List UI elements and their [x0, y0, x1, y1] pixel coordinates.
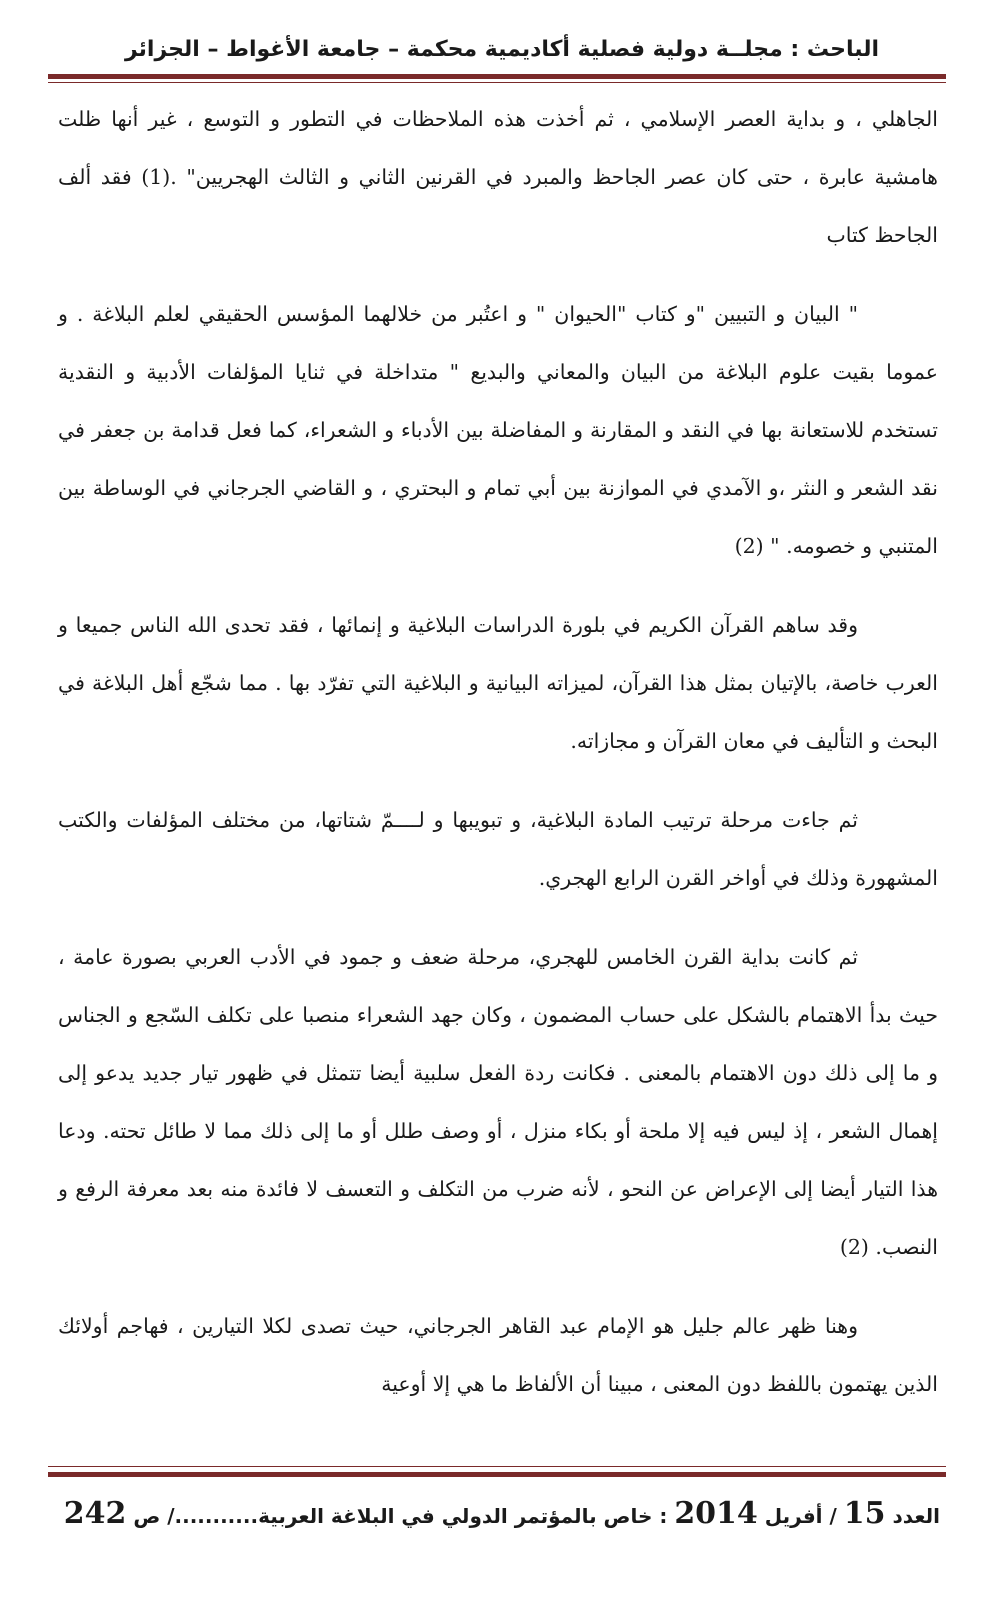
conference-title: : خاص بالمؤتمر الدولي في البلاغة العربية.........../ ص: [133, 1504, 668, 1528]
paragraph-2: " البيان و التبيين "و كتاب "الحيوان " و اعتُبر من خلالهما المؤسس الحقيقي لعلم البلاغة . و عموما بقيت علوم البلاغة من البيان والمعاني والبديع " متداخلة في ثنايا المؤلفات الأدبية و النقدية تستخدم للاستعانة بها في النقد و المقارنة و المفاضلة بين الأدباء و الشعراء، كما فعل قدامة بن جعفر في نقد الشعر و النثر ،و الآمدي في الموازنة بين أبي تمام و البحتري ، و القاضي الجرجاني في الوساطة بين المتنبي و خصومه. " (2): [58, 302, 938, 558]
page-number: 242: [63, 1496, 127, 1531]
header-rule-thin: [48, 82, 946, 83]
paragraph-3: وقد ساهم القرآن الكريم في بلورة الدراسات البلاغية و إنمائها ، فقد تحدى الله الناس جميعا و العرب خاصة، بالإتيان بمثل هذا القرآن، لميزاته البيانية و البلاغية التي تفرّد بها . مما شجّع أهل البلاغة في البحث و التأليف في معان القرآن و مجازاته.: [58, 613, 938, 753]
footer-rule-thick: [48, 1472, 946, 1477]
issue-month: أفريل: [764, 1504, 823, 1528]
article-body: [58, 90, 938, 1434]
issue-label: العدد: [892, 1504, 940, 1528]
header-rule-thick: [48, 74, 946, 79]
issue-year: 2014: [674, 1496, 758, 1531]
journal-header: الباحث : مجلــة دولية فصلية أكاديمية محكمة – جامعة الأغواط – الجزائر: [124, 37, 880, 62]
page-footer: [60, 1492, 940, 1538]
paragraph-5: ثم كانت بداية القرن الخامس للهجري، مرحلة ضعف و جمود في الأدب العربي بصورة عامة ، حيث بدأ الاهتمام بالشكل على حساب المضمون ، وكان جهد الشعراء منصبا على تكلف السّجع و الجناس و ما إلى ذلك دون الاهتمام بالمعنى . فكانت ردة الفعل سلبية أيضا تتمثل في ظهور تيار جديد يدعو إلى إهمال الشعر ، إذ ليس فيه إلا ملحة أو بكاء منزل ، أو وصف طلل أو ما إلى ذلك مما لا طائل تحته. ودعا هذا التيار أيضا إلى الإعراض عن النحو ، لأنه ضرب من التكلف و التعسف لا فائدة منه بعد معرفة الرفع و النصب. (2): [58, 945, 938, 1259]
paragraph-1: الجاهلي ، و بداية العصر الإسلامي ، ثم أخذت هذه الملاحظات في التطور و التوسع ، غير أنها ظلت هامشية عابرة ، حتى كان عصر الجاحظ والمبرد في القرنين الثاني و الثالث الهجريين" .(1) فقد ألف الجاحظ كتاب: [58, 107, 938, 247]
footer-separator: /: [829, 1504, 837, 1528]
paragraph-6: وهنا ظهر عالم جليل هو الإمام عبد القاهر الجرجاني، حيث تصدى لكلا التيارين ، فهاجم أولائك الذين يهتمون باللفظ دون المعنى ، مبينا أن الألفاظ ما هي إلا أوعية: [58, 1314, 938, 1396]
issue-number: 15: [843, 1496, 886, 1531]
paragraph-4: ثم جاءت مرحلة ترتيب المادة البلاغية، و تبويبها و لــــمّ شتاتها، من مختلف المؤلفات والكتب المشهورة وذلك في أواخر القرن الرابع الهجري.: [58, 808, 938, 890]
footer-rule-thin: [48, 1466, 946, 1467]
